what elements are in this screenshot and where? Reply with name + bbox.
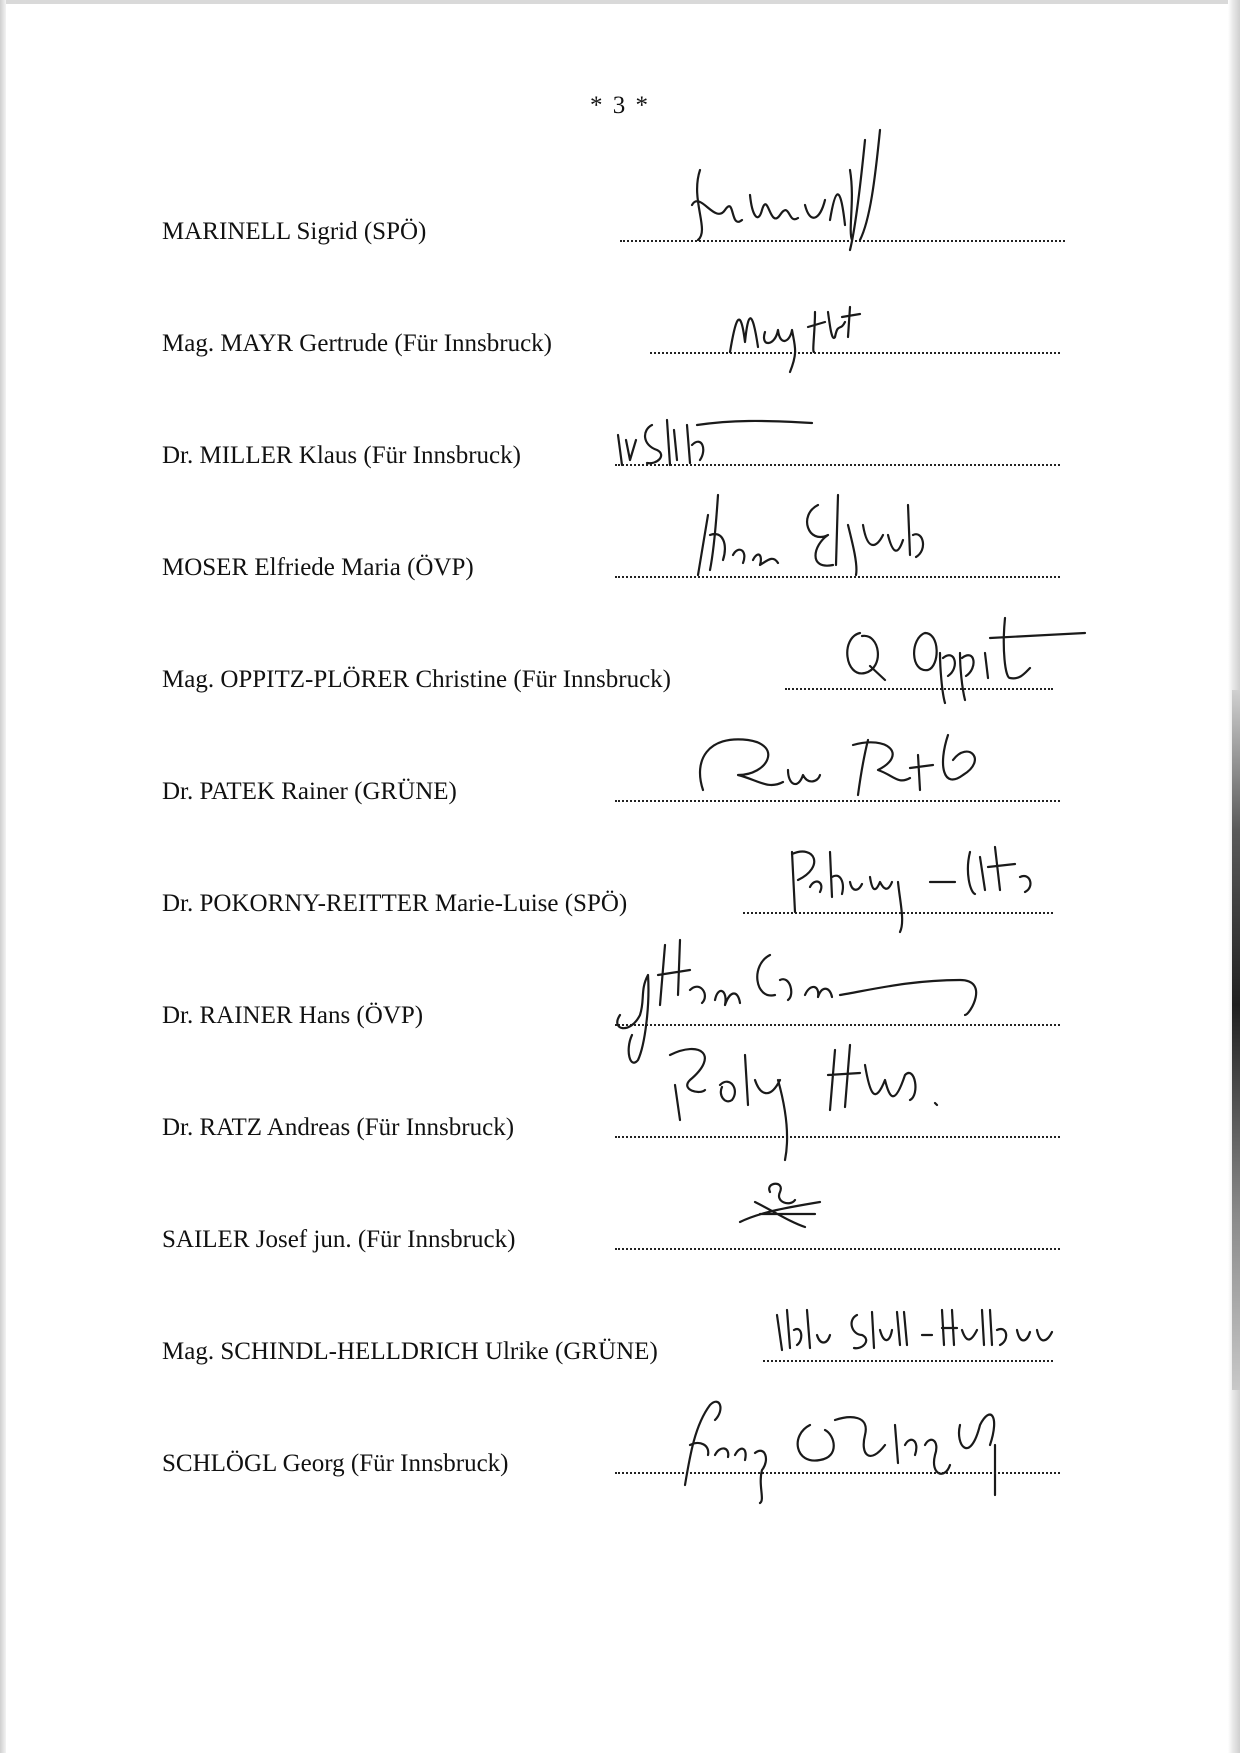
signatory-name: Mag. SCHINDL-HELLDRICH Ulrike (GRÜNE)	[162, 1338, 658, 1365]
signatory-name: Dr. POKORNY-REITTER Marie-Luise (SPÖ)	[162, 890, 628, 917]
handwritten-signature-icon	[688, 475, 958, 585]
signatory-name: Dr. RAINER Hans (ÖVP)	[162, 1002, 424, 1029]
signature-row	[0, 190, 1240, 250]
signatory-name: Dr. PATEK Rainer (GRÜNE)	[162, 778, 457, 805]
signatory-name: Mag. MAYR Gertrude (Für Innsbruck)	[162, 330, 552, 357]
signatory-name: Dr. RATZ Andreas (Für Innsbruck)	[162, 1114, 515, 1141]
handwritten-signature-icon	[660, 1035, 1030, 1165]
scan-edge-top	[0, 0, 1240, 4]
signatory-name: MARINELL Sigrid (SPÖ)	[162, 218, 427, 245]
signature-row	[0, 750, 1240, 810]
signatory-name: MOSER Elfriede Maria (ÖVP)	[162, 554, 474, 581]
handwritten-signature-icon	[780, 832, 1110, 942]
signature-row	[0, 526, 1240, 586]
signature-row	[0, 1198, 1240, 1258]
signature-line	[615, 1246, 1060, 1250]
page-number: * 3 *	[590, 92, 650, 119]
signature-row	[0, 302, 1240, 362]
handwritten-signature-icon	[720, 292, 930, 382]
signatory-name: Mag. OPPITZ-PLÖRER Christine (Für Innsbruck)	[162, 666, 671, 693]
handwritten-signature-icon	[840, 608, 1090, 718]
handwritten-signature-icon	[720, 1172, 840, 1242]
handwritten-signature-icon	[772, 1300, 1122, 1370]
signature-row	[0, 1086, 1240, 1146]
signatory-name: Dr. MILLER Klaus (Für Innsbruck)	[162, 442, 521, 469]
signatory-name: SCHLÖGL Georg (Für Innsbruck)	[162, 1450, 509, 1477]
handwritten-signature-icon	[688, 720, 1028, 810]
signatory-name: SAILER Josef jun. (Für Innsbruck)	[162, 1226, 516, 1253]
handwritten-signature-icon	[612, 405, 822, 475]
handwritten-signature-icon	[680, 130, 920, 280]
handwritten-signature-icon	[670, 1385, 1120, 1510]
